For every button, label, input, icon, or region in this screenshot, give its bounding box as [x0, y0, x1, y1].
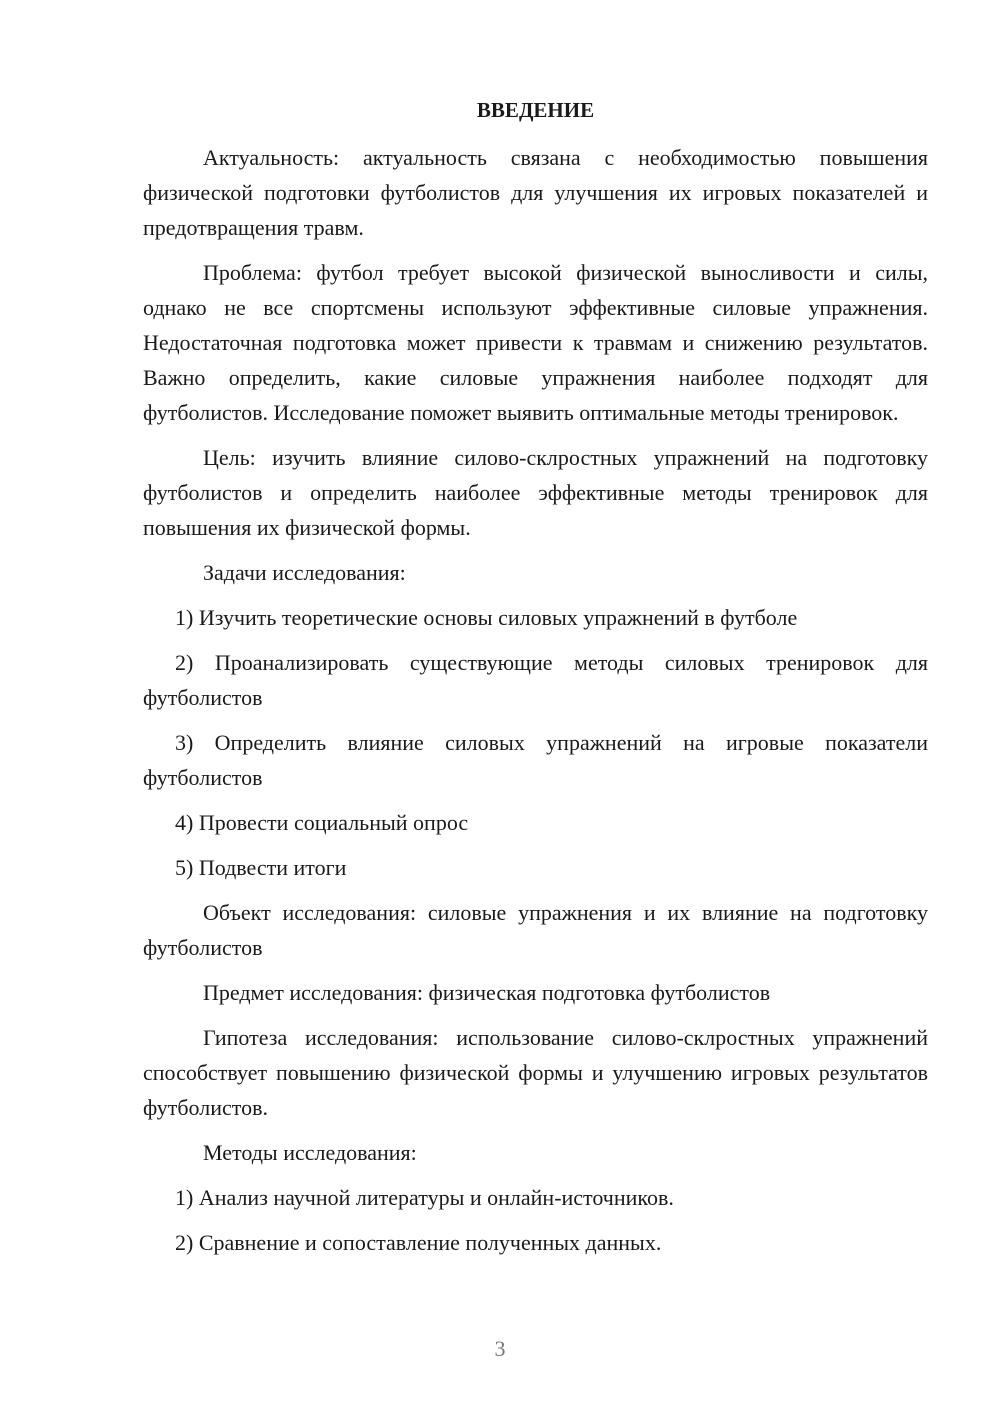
task-item: 4) Провести социальный опрос: [175, 810, 469, 835]
relevance-paragraph: Актуальность: актуальность связана с необходимостью повышения физической подготовки футболистов для улучшения их игровых показателей и предотвращения травм.: [143, 145, 928, 240]
hypothesis-paragraph: Гипотеза исследования: использование силово-склростных упражнений способствует повышению физической формы и улучшению игровых результатов футболистов.: [143, 1025, 928, 1120]
methods-heading: Методы исследования:: [203, 1140, 417, 1165]
tasks-heading: Задачи исследования:: [203, 560, 406, 585]
goal-paragraph: Цель: изучить влияние силово-склростных упражнений на подготовку футболистов и определить наиболее эффективные методы тренировок для повышения их физической формы.: [143, 445, 928, 540]
page-number: 3: [494, 1336, 506, 1361]
page-content: [143, 93, 928, 1270]
task-item: 5) Подвести итоги: [175, 855, 347, 880]
method-item: 1) Анализ научной литературы и онлайн-источников.: [175, 1185, 674, 1210]
object-paragraph: Объект исследования: силовые упражнения и их влияние на подготовку футболистов: [143, 900, 928, 960]
section-title: ВВЕДЕНИЕ: [476, 98, 595, 122]
task-item: 3) Определить влияние силовых упражнений на игровые показатели футболистов: [143, 730, 928, 790]
task-item: 1) Изучить теоретические основы силовых упражнений в футболе: [175, 605, 798, 630]
method-item: 2) Сравнение и сопоставление полученных данных.: [175, 1230, 662, 1255]
subject-paragraph: Предмет исследования: физическая подготовка футболистов: [203, 980, 771, 1005]
problem-paragraph: Проблема: футбол требует высокой физической выносливости и силы, однако не все спортсмены используют эффективные силовые упражнения. Недостаточная подготовка может привести к травмам и снижению результатов. Важно определить, какие силовые упражнения наиболее подходят для футболистов. Исследование поможет выявить оптимальные методы тренировок.: [143, 260, 928, 425]
task-item: 2) Проанализировать существующие методы силовых тренировок для футболистов: [143, 650, 928, 710]
